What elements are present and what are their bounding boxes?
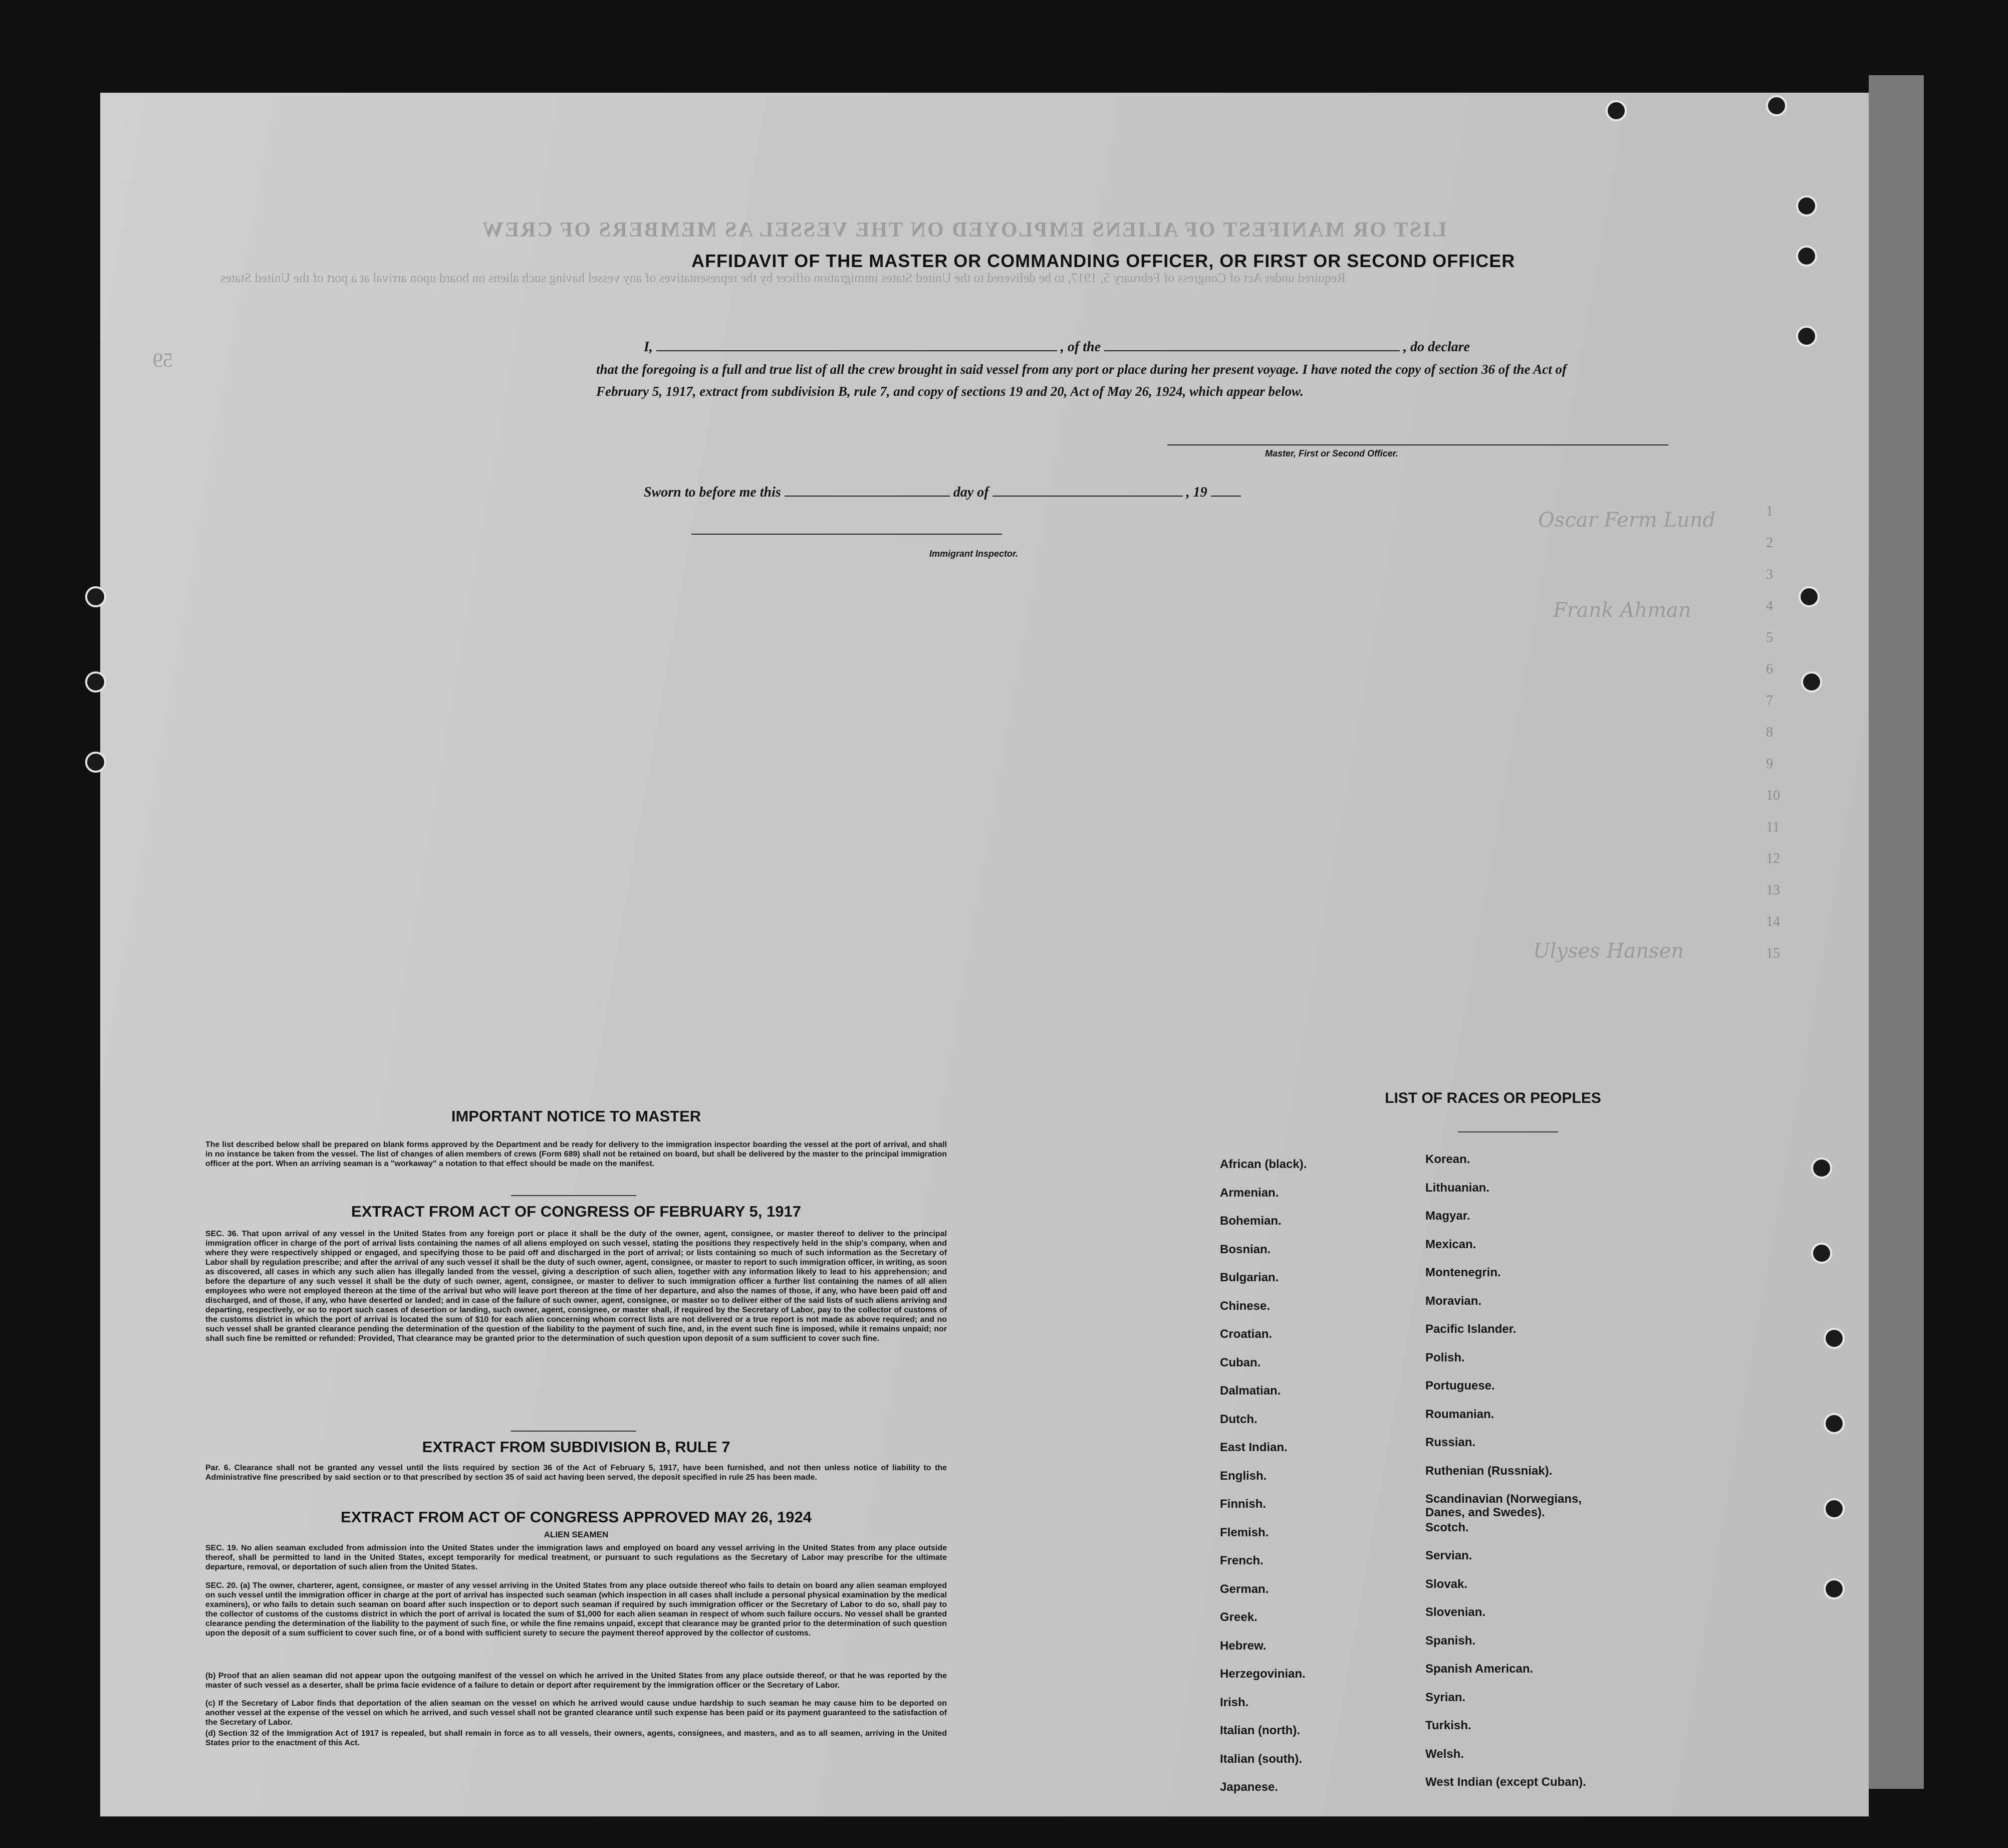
binder-hole-icon xyxy=(1824,1578,1845,1599)
race-entry: Bosnian. xyxy=(1220,1242,1271,1256)
master-signature-line xyxy=(1167,444,1668,445)
name-field-line xyxy=(656,338,1057,351)
bleedthrough-handwriting-3: Ulyses Hansen xyxy=(1533,940,1684,963)
act-1917-title: EXTRACT FROM ACT OF CONGRESS OF FEBRUARY 5, 1917 xyxy=(351,1203,801,1220)
race-entry: Slovak. xyxy=(1425,1577,1468,1591)
race-entry: Croatian. xyxy=(1220,1327,1273,1341)
binder-hole-icon xyxy=(1796,326,1817,347)
binder-hole-icon xyxy=(1606,100,1627,121)
binder-hole-icon xyxy=(1796,195,1817,216)
binder-hole-icon xyxy=(1824,1413,1845,1434)
race-entry: Servian. xyxy=(1425,1549,1472,1562)
act-1924-sec-20b: (b) Proof that an alien seaman did not appear upon the outgoing manifest of the vessel on which he arrived in the United States from any place outside thereof, or that he was reported by the master of such vessel as a deserter, shall be prima facie evidence of a failure to detain or deport after requirement by the immigration officer or the Secretary of Labor. xyxy=(205,1672,947,1690)
race-entry: Cuban. xyxy=(1220,1355,1261,1369)
day-of-label: day of xyxy=(953,485,989,500)
race-entry: Ruthenian (Russniak). xyxy=(1425,1464,1553,1478)
binder-hole-icon xyxy=(85,586,106,607)
race-entry: Bohemian. xyxy=(1220,1214,1282,1228)
bleedthrough-handwriting-1: Oscar Ferm Lund xyxy=(1538,509,1716,532)
bleedthrough-row-number: 6 xyxy=(1766,661,1773,677)
race-entry: African (black). xyxy=(1220,1158,1307,1171)
manifest-page xyxy=(100,93,1869,1816)
act-1924-subtitle: ALIEN SEAMEN xyxy=(544,1530,609,1539)
bleedthrough-row-number: 1 xyxy=(1766,504,1773,519)
binder-hole-icon xyxy=(1824,1498,1845,1519)
race-entry: Syrian. xyxy=(1425,1690,1466,1704)
bleedthrough-row-number: 3 xyxy=(1766,567,1773,582)
bleedthrough-row-number: 8 xyxy=(1766,725,1773,740)
race-entry: Italian (south). xyxy=(1220,1752,1302,1766)
inspector-signature-line xyxy=(691,534,1002,535)
binder-hole-icon xyxy=(1796,246,1817,267)
race-entry: Korean. xyxy=(1425,1152,1470,1166)
race-entry: Dutch. xyxy=(1220,1412,1258,1426)
race-entry: Polish. xyxy=(1425,1350,1465,1364)
sworn-line xyxy=(644,484,1241,501)
race-entry: Roumanian. xyxy=(1425,1407,1494,1421)
binder-hole-icon xyxy=(1811,1158,1832,1179)
race-entry: Dalmatian. xyxy=(1220,1384,1281,1398)
binder-hole-icon xyxy=(1799,586,1820,607)
rule-7-body: Par. 6. Clearance shall not be granted any vessel until the lists required by section 36 of the Act of February 5, 1917, have been furnished, and not then unless notice of liability to the Administrative fine prescribed by said section or to that prescribed by section 35 of said act having been served, the deposit specified in rule 25 has been made. xyxy=(205,1464,947,1482)
rule-7-title: EXTRACT FROM SUBDIVISION B, RULE 7 xyxy=(422,1438,730,1456)
binder-hole-icon xyxy=(1801,671,1822,692)
race-entry: Hebrew. xyxy=(1220,1639,1267,1653)
bleedthrough-row-number: 12 xyxy=(1766,851,1780,866)
bleedthrough-row-number: 10 xyxy=(1766,788,1780,803)
races-title: LIST OF RACES OR PEOPLES xyxy=(1385,1090,1601,1106)
affidavit-body: that the foregoing is a full and true list of all the crew brought in said vessel from any port or place during her present voyage. I have noted the copy of section 36 of the Act of February 5, 1917, extract from subdivision B, rule 7, and copy of sections 19 and 20, Act of May 26, 1924, which appear below. xyxy=(596,362,1567,399)
race-entry: Montenegrin. xyxy=(1425,1266,1501,1279)
bleedthrough-handwriting-2: Frank Ahman xyxy=(1553,599,1691,622)
bleedthrough-row-number: 11 xyxy=(1766,819,1780,835)
bleedthrough-row-number: 15 xyxy=(1766,946,1780,961)
race-entry: Turkish. xyxy=(1425,1719,1471,1732)
notice-body: The list described below shall be prepared on blank forms approved by the Department and be ready for delivery to the immigration inspector boarding the vessel at the port of arrival, and shall in no instance be taken from the vessel. The list of changes of alien members of crews (Form 689) shall not be retained on board, but shall be delivered by the master to the principal immigration officer at the port. When an arriving seaman is a "workaway" a notation to that effect should be made on the manifest. xyxy=(205,1140,947,1168)
bleedthrough-row-number: 7 xyxy=(1766,693,1773,709)
race-entry: German. xyxy=(1220,1582,1269,1596)
bleedthrough-row-number: 9 xyxy=(1766,756,1773,772)
vessel-field-line xyxy=(1104,338,1400,351)
page-edge xyxy=(1869,75,1924,1789)
race-entry: English. xyxy=(1220,1469,1267,1483)
race-entry: Spanish American. xyxy=(1425,1662,1534,1676)
race-entry: Scandinavian (Norwegians, Danes, and Swedes). xyxy=(1425,1492,1582,1519)
binder-hole-icon xyxy=(1811,1243,1832,1264)
affidavit-title: AFFIDAVIT OF THE MASTER OR COMMANDING OFFICER, OR FIRST OR SECOND OFFICER xyxy=(691,251,1516,271)
bleedthrough-row-number: 4 xyxy=(1766,598,1773,614)
binder-hole-icon xyxy=(1824,1328,1845,1349)
race-entry: Armenian. xyxy=(1220,1186,1279,1200)
race-entry: Magyar. xyxy=(1425,1209,1470,1223)
sworn-label: Sworn to before me this xyxy=(644,485,781,500)
race-entry: East Indian. xyxy=(1220,1441,1288,1454)
act-1924-title: EXTRACT FROM ACT OF CONGRESS APPROVED MAY 26, 1924 xyxy=(341,1508,812,1526)
race-entry: Spanish. xyxy=(1425,1634,1476,1648)
sworn-month-field-line xyxy=(992,484,1183,497)
bleedthrough-row-number: 13 xyxy=(1766,882,1780,898)
race-entry: Herzegovinian. xyxy=(1220,1667,1306,1681)
of-the-label: , of the xyxy=(1060,339,1101,355)
race-entry: West Indian (except Cuban). xyxy=(1425,1775,1586,1789)
bleedthrough-title: LIST OR MANIFEST OF ALIENS EMPLOYED ON THE VESSEL AS MEMBERS OF CREW xyxy=(481,218,1447,242)
act-1924-sec-20d: (d) Section 32 of the Immigration Act of 1917 is repealed, but shall remain in force as to all vessels, their owners, agents, consignees, and masters, and as to all seamen, arriving in the United States prior to the enactment of this Act. xyxy=(205,1729,947,1747)
act-1924-sec-19: SEC. 19. No alien seaman excluded from admission into the United States under the immigration laws and employed on board any vessel arriving in the United States from any place outside thereof, shall be permitted to land in the United States, except temporarily for medical treatment, or pursuant to such regulations as the Secretary of Labor may prescribe for the ultimate departure, removal, or deportation of such alien from the United States. xyxy=(205,1544,947,1571)
declare-label: , do declare xyxy=(1403,339,1470,355)
divider xyxy=(1458,1131,1558,1132)
race-entry: Pacific Islander. xyxy=(1425,1322,1517,1336)
inspector-signature-label: Immigrant Inspector. xyxy=(929,549,1019,559)
binder-hole-icon xyxy=(85,752,106,773)
i-label: I, xyxy=(644,339,653,355)
affidavit-declaration-line xyxy=(644,338,1470,355)
bleedthrough-row-number: 5 xyxy=(1766,630,1773,645)
race-entry: Flemish. xyxy=(1220,1525,1269,1539)
race-entry: Welsh. xyxy=(1425,1747,1464,1761)
divider xyxy=(511,1431,636,1432)
race-entry: Irish. xyxy=(1220,1695,1249,1709)
year-prefix: , 19 xyxy=(1186,485,1207,500)
binder-hole-icon xyxy=(85,671,106,692)
sworn-day-field-line xyxy=(785,484,950,497)
race-entry: French. xyxy=(1220,1554,1264,1567)
race-entry: Finnish. xyxy=(1220,1497,1266,1511)
bleedthrough-page-number: 59 xyxy=(153,349,173,371)
master-signature-label: Master, First or Second Officer. xyxy=(1265,448,1398,458)
race-entry: Italian (north). xyxy=(1220,1724,1300,1737)
race-entry: Japanese. xyxy=(1220,1780,1279,1794)
race-entry: Moravian. xyxy=(1425,1294,1482,1308)
race-entry: Mexican. xyxy=(1425,1237,1476,1251)
act-1924-sec-20a: SEC. 20. (a) The owner, charterer, agent, consignee, or master of any vessel arriving in the United States from any place outside thereof who fails to detain on board any alien seaman employed on such vessel until the immigration officer in charge at the port of arrival has inspected such seaman (which inspection in all cases shall include a personal physical examination by the medical examiners), or who fails to detain such seaman on board after such inspection or to deport such seaman if required by such immigration officer or the Secretary of Labor to do so, shall pay to the collector of customs of the customs district in which the port of arrival is located the sum of $1,000 for each alien seaman in respect of whom such failure occurs. No vessel shall be granted clearance pending the determination of the liability to the payment of such fine, or while the fine remains unpaid, except that clearance may be granted prior to the determination of such question upon the deposit of a sum sufficient to cover such fine, or of a bond with sufficient surety to secure the payment thereof approved by the collector of customs. xyxy=(205,1581,947,1638)
race-entry: Portuguese. xyxy=(1425,1379,1495,1393)
race-entry: Slovenian. xyxy=(1425,1605,1486,1619)
sworn-year-field-line xyxy=(1211,484,1241,497)
act-1924-sec-20c: (c) If the Secretary of Labor finds that deportation of the alien seaman on the vessel on which he arrived would cause undue hardship to such seaman he may cause him to be deported on another vessel at the expense of the vessel on which he arrived, and such vessel shall not be granted clearance until such expense has been paid or its payment guaranteed to the satisfaction of the Secretary of Labor. xyxy=(205,1699,947,1727)
race-entry: Bulgarian. xyxy=(1220,1271,1279,1284)
race-entry: Scotch. xyxy=(1425,1520,1469,1534)
act-1917-body: SEC. 36. That upon arrival of any vessel in the United States from any foreign port or place it shall be the duty of the owner, agent, consignee, or master thereof to deliver to the principal immigration officer in charge of the port of arrival lists containing the names of all aliens employed on such vessel, stating the positions they respectively held in the ship's company, when and where they were respectively shipped or engaged, and specifying those to be paid off and discharged in the port of arrival; or lists containing so much of such information as the Secretary of Labor shall by regulation prescribe; and after the arrival of any such vessel it shall be the duty of such owner, agent, consignee, or master to report to such immigration officer, in writing, as soon as discovered, all cases in which any such alien has illegally landed from the vessel, giving a description of such alien, together with any information likely to lead to his apprehension; and before the departure of any such vessel it shall be the duty of such owner, agent, consignee, or master to deliver to such immigration officer a further list containing the names of all alien employees who were not employed thereon at the time of the arrival but who will leave port thereon at the time of her departure, and also the names of those, if any, who have been paid off and discharged, and of those, if any, who have deserted or landed; and in case of the failure of such owner, agent, consignee, or master so to deliver either of the said lists of such aliens arriving and departing, respectively, or so to report such cases of desertion or landing, such owner, agent, consignee, or master shall, if required by the Secretary of Labor, pay to the collector of customs of the customs district in which the port of arrival is located the sum of $10 for each alien concerning whom correct lists are not delivered or a true report is not made as above required; and no such vessel shall be granted clearance pending the determination of the question of the liability to the payment of such fine, and, in the event such fine is imposed, while it remains unpaid; nor shall such fine be remitted or refunded: Provided, That clearance may be granted prior to the determination of such question upon deposit of a sum sufficient to cover such fine. xyxy=(205,1230,947,1343)
notice-title: IMPORTANT NOTICE TO MASTER xyxy=(451,1107,701,1125)
bleedthrough-row-number: 14 xyxy=(1766,914,1780,930)
bleedthrough-row-number: 2 xyxy=(1766,535,1773,551)
race-entry: Lithuanian. xyxy=(1425,1181,1489,1195)
binder-hole-icon xyxy=(1766,95,1787,116)
race-entry: Chinese. xyxy=(1220,1299,1271,1313)
race-entry: Russian. xyxy=(1425,1436,1476,1449)
divider xyxy=(511,1195,636,1196)
race-entry: Greek. xyxy=(1220,1610,1258,1624)
bleedthrough-subtitle: Required under Act of Congress of February 5, 1917, to be delivered to the United States immigration officer by the representatives of any vessel having such aliens on board upon arrival at a port of the United States xyxy=(220,271,1346,285)
